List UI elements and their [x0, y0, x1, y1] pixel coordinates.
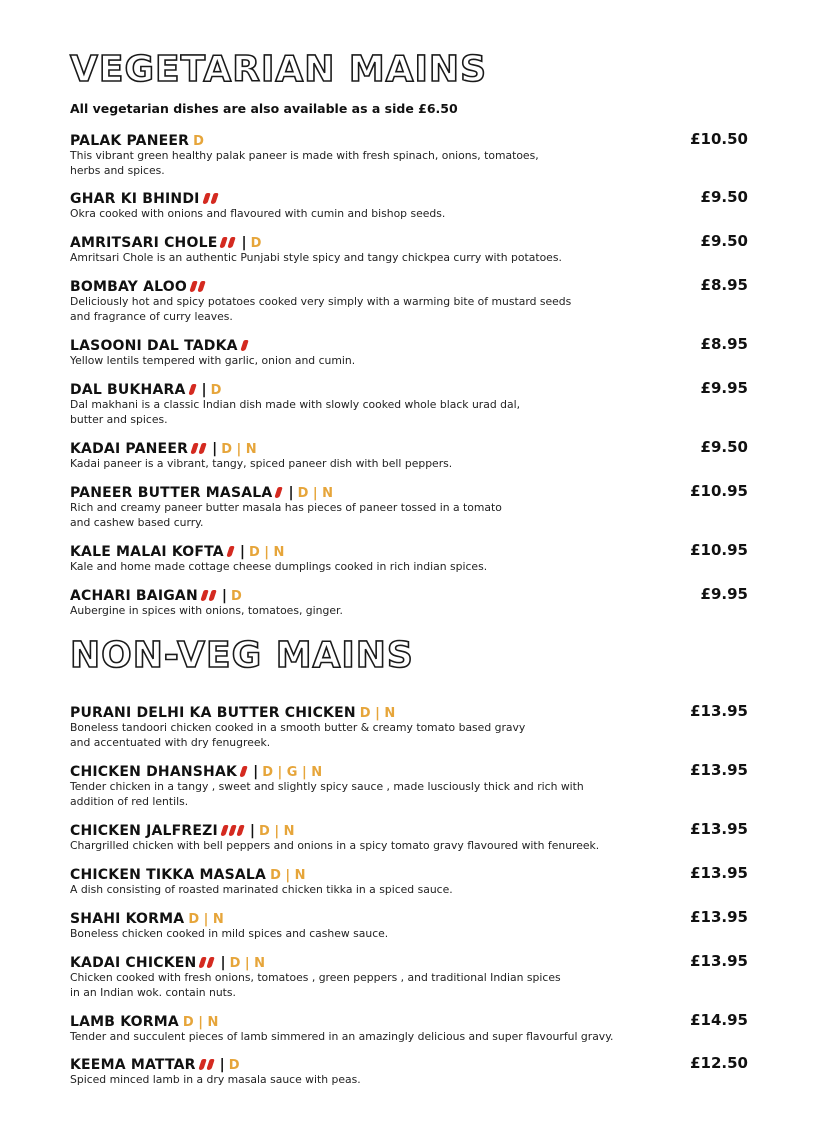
dish-description	[70, 603, 750, 618]
dish-price: £9.50	[700, 232, 748, 250]
dish-description	[70, 720, 750, 750]
menu-item-header	[70, 232, 750, 250]
menu-item-header	[70, 761, 750, 779]
menu-item-header	[70, 276, 750, 294]
dish-description-line-1: Boneless chicken cooked in mild spices and cashew sauce.	[70, 927, 389, 940]
separator: |	[288, 485, 294, 501]
spice-level	[200, 952, 216, 971]
menu-item	[70, 188, 750, 221]
dish-price: £9.95	[700, 379, 748, 397]
dietary-tags: D | N	[297, 486, 334, 501]
chili-icon	[188, 384, 197, 395]
menu-item-header	[70, 702, 750, 720]
spice-level	[228, 541, 236, 560]
dietary-tags: D | G | N	[262, 765, 323, 780]
dietary-tags: D	[250, 236, 262, 251]
dish-description	[70, 397, 750, 427]
menu-item-header	[70, 864, 750, 882]
dish-name: PURANI DELHI KA BUTTER CHICKEN	[70, 705, 356, 721]
dish-name: SHAHI KORMA	[70, 911, 185, 927]
dish-description	[70, 779, 750, 809]
dish-description	[70, 148, 750, 178]
dish-price: £14.95	[690, 1011, 748, 1029]
spice-level	[241, 761, 249, 780]
menu-item	[70, 335, 750, 368]
dish-name: PANEER BUTTER MASALA	[70, 485, 273, 501]
spice-level	[200, 1054, 216, 1073]
menu-item	[70, 585, 750, 618]
separator: |	[253, 764, 259, 780]
separator: |	[249, 823, 256, 839]
spice-level	[190, 379, 198, 398]
menu-item	[70, 438, 750, 471]
menu-item	[70, 379, 750, 427]
dish-description	[70, 1072, 750, 1087]
dietary-tags: D | N	[188, 912, 224, 927]
dish-description-line-2: in an Indian wok. contain nuts.	[70, 986, 236, 999]
veg-section-title: VEGETARIAN MAINS	[70, 49, 487, 90]
dish-description-line-2: and cashew based curry.	[70, 516, 204, 529]
dish-name: CHICKEN DHANSHAK	[70, 764, 238, 780]
dish-description-line-1: Rich and creamy paneer butter masala has pieces of paneer tossed in a tomato	[70, 501, 502, 514]
menu-item	[70, 482, 750, 530]
spice-level	[276, 482, 284, 501]
menu-item	[70, 541, 750, 574]
dietary-tags: D	[210, 383, 222, 398]
menu-item-header	[70, 1054, 750, 1072]
menu-item	[70, 761, 750, 809]
dish-name: DAL BUKHARA	[70, 382, 186, 398]
dish-name: BOMBAY ALOO	[70, 279, 187, 295]
dish-description	[70, 206, 750, 221]
dish-description-line-1: Deliciously hot and spicy potatoes cooked very simply with a warming bite of mustard seeds	[70, 295, 572, 308]
dish-price: £13.95	[690, 761, 748, 779]
separator: |	[241, 235, 247, 251]
dish-price: £10.95	[690, 541, 748, 559]
chili-icon	[190, 443, 199, 454]
dish-name: KEEMA MATTAR	[70, 1057, 196, 1073]
dish-name: CHICKEN TIKKA MASALA	[70, 867, 267, 883]
dish-description-line-1: Dal makhani is a classic Indian dish made with slowly cooked whole black urad dal,	[70, 398, 521, 411]
chili-icon	[189, 281, 198, 292]
dish-description-line-1: Tender chicken in a tangy , sweet and slightly spicy sauce , made lusciously thick and rich with	[70, 780, 584, 793]
dish-description-line-1: Kale and home made cottage cheese dumplings cooked in rich indian spices.	[70, 560, 488, 573]
dish-name: KADAI CHICKEN	[70, 955, 197, 971]
separator: |	[219, 1057, 225, 1073]
dietary-tags: D | N	[270, 868, 306, 883]
dish-price: £10.50	[690, 130, 748, 148]
dietary-tags: D | N	[229, 956, 266, 971]
spice-level	[192, 438, 208, 457]
menu-item-header	[70, 952, 750, 970]
chili-icon	[236, 825, 245, 836]
separator: |	[201, 382, 207, 398]
dish-description-line-1: Okra cooked with onions and flavoured with cumin and bishop seeds.	[70, 207, 446, 220]
dish-name: KALE MALAI KOFTA	[70, 544, 224, 560]
dietary-tags: D	[231, 589, 242, 604]
chili-icon	[208, 590, 217, 601]
dish-description-line-2: and accentuated with dry fenugreek.	[70, 736, 271, 749]
spice-level	[242, 335, 250, 354]
chili-icon	[198, 1059, 207, 1070]
dish-name: GHAR KI BHINDI	[70, 191, 200, 207]
dietary-tags: D | N	[248, 545, 285, 560]
dietary-tags: D | N	[221, 442, 257, 457]
chili-icon	[220, 825, 229, 836]
menu-item-header	[70, 130, 750, 148]
separator: |	[239, 544, 245, 560]
dish-description-line-2: addition of red lentils.	[70, 795, 189, 808]
dish-description-line-1: This vibrant green healthy palak paneer is made with fresh spinach, onions, tomatoes,	[70, 149, 539, 162]
chili-icon	[240, 340, 249, 351]
dish-price: £13.95	[690, 702, 748, 720]
separator: |	[220, 955, 226, 971]
dish-description	[70, 838, 750, 853]
dish-price: £10.95	[690, 482, 748, 500]
menu-item-header	[70, 908, 750, 926]
dish-price: £9.95	[700, 585, 748, 603]
chili-icon	[210, 193, 219, 204]
menu-item	[70, 1054, 750, 1087]
dish-description-line-2: and fragrance of curry leaves.	[70, 310, 233, 323]
dish-name: ACHARI BAIGAN	[70, 588, 198, 604]
dish-description	[70, 559, 750, 574]
chili-icon	[275, 487, 284, 498]
dish-description-line-1: Aubergine in spices with onions, tomatoes, ginger.	[70, 604, 343, 617]
chili-icon	[207, 957, 216, 968]
dietary-tags: D	[228, 1058, 240, 1073]
menu-item	[70, 232, 750, 265]
chili-icon	[226, 546, 235, 557]
dish-name: LASOONI DAL TADKA	[70, 338, 238, 354]
dish-price: £13.95	[690, 864, 748, 882]
dish-description-line-1: Boneless tandoori chicken cooked in a smooth butter & creamy tomato based gravy	[70, 721, 526, 734]
menu-item	[70, 1011, 750, 1044]
dish-price: £9.50	[700, 188, 748, 206]
menu-item	[70, 702, 750, 750]
dietary-tags: D	[193, 134, 204, 149]
menu-item-header	[70, 541, 750, 559]
menu-item	[70, 276, 750, 324]
dish-description	[70, 926, 750, 941]
dish-price: £8.95	[700, 276, 748, 294]
menu-item-header	[70, 820, 750, 838]
menu-item	[70, 864, 750, 897]
dish-description-line-2: herbs and spices.	[70, 164, 165, 177]
dish-price: £13.95	[690, 908, 748, 926]
spice-level	[204, 188, 220, 207]
dish-description	[70, 456, 750, 471]
separator: |	[221, 588, 228, 604]
dish-description-line-1: Chargrilled chicken with bell peppers and onions in a spicy tomato gravy flavoured with fenureek.	[70, 839, 600, 852]
veg-side-note: All vegetarian dishes are also available as a side £6.50	[70, 101, 458, 116]
menu-item-header	[70, 1011, 750, 1029]
dish-name: KADAI PANEER	[70, 441, 189, 457]
spice-level	[202, 585, 218, 604]
dish-name: CHICKEN JALFREZI	[70, 823, 218, 839]
menu-item-header	[70, 585, 750, 603]
menu-item-header	[70, 482, 750, 500]
menu-item	[70, 952, 750, 1000]
menu-item	[70, 130, 750, 178]
dish-price: £8.95	[700, 335, 748, 353]
menu-item	[70, 908, 750, 941]
dish-name: LAMB KORMA	[70, 1014, 179, 1030]
dish-price: £12.50	[690, 1054, 748, 1072]
dish-description	[70, 1029, 750, 1044]
menu-item-header	[70, 188, 750, 206]
chili-icon	[239, 766, 248, 777]
dietary-tags: D | N	[259, 824, 295, 839]
dish-description	[70, 294, 750, 324]
dish-description-line-2: butter and spices.	[70, 413, 168, 426]
menu-item-header	[70, 379, 750, 397]
dietary-tags: D | N	[182, 1015, 219, 1030]
chili-icon	[202, 193, 211, 204]
menu-item	[70, 820, 750, 853]
menu-item-header	[70, 335, 750, 353]
spice-level	[222, 820, 246, 839]
dish-description-line-1: Yellow lentils tempered with garlic, onion and cumin.	[70, 354, 356, 367]
spice-level	[191, 276, 207, 295]
chili-icon	[197, 281, 206, 292]
separator: |	[212, 441, 218, 457]
dish-description-line-1: A dish consisting of roasted marinated chicken tikka in a spiced sauce.	[70, 883, 453, 896]
dish-description	[70, 250, 750, 265]
menu-item-header	[70, 438, 750, 456]
chili-icon	[200, 590, 209, 601]
dish-description-line-1: Spiced minced lamb in a dry masala sauce with peas.	[70, 1073, 361, 1086]
dish-description-line-1: Chicken cooked with fresh onions, tomatoes , green peppers , and traditional Indian spices	[70, 971, 561, 984]
chili-icon	[228, 825, 237, 836]
chili-icon	[228, 237, 237, 248]
dish-description	[70, 882, 750, 897]
dish-description	[70, 353, 750, 368]
dietary-tags: D | N	[359, 706, 396, 721]
dish-name: AMRITSARI CHOLE	[70, 235, 218, 251]
chili-icon	[198, 443, 207, 454]
chili-icon	[206, 1059, 215, 1070]
dish-price: £9.50	[700, 438, 748, 456]
dish-description-line-1: Kadai paneer is a vibrant, tangy, spiced paneer dish with bell peppers.	[70, 457, 453, 470]
dish-price: £13.95	[690, 952, 748, 970]
dish-description-line-1: Tender and succulent pieces of lamb simmered in an amazingly delicious and super flavourful gravy.	[70, 1030, 614, 1043]
dish-name: PALAK PANEER	[70, 133, 190, 149]
dish-price: £13.95	[690, 820, 748, 838]
dish-description-line-1: Amritsari Chole is an authentic Punjabi style spicy and tangy chickpea curry with potatoes.	[70, 251, 562, 264]
dish-description	[70, 500, 750, 530]
dish-description	[70, 970, 750, 1000]
nonveg-section-title: NON-VEG MAINS	[70, 635, 414, 676]
spice-level	[221, 232, 237, 251]
